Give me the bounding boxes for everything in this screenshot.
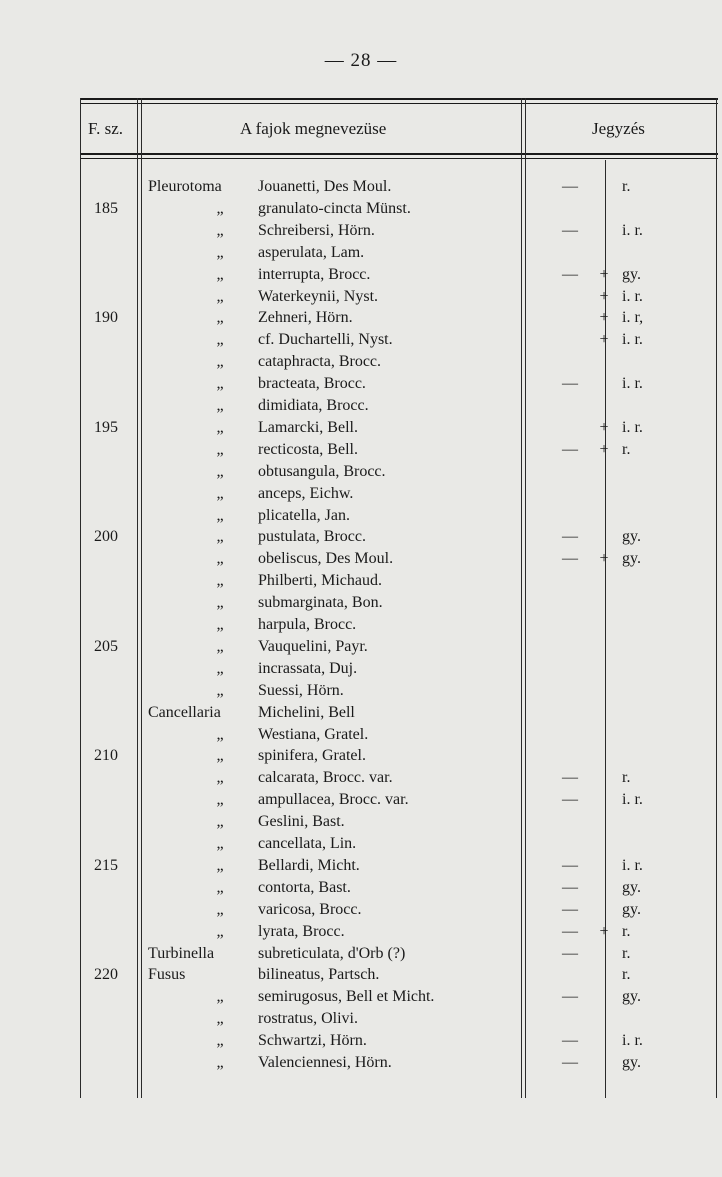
species-name: plicatella, Jan. [258, 507, 350, 524]
row-number: 205 [94, 638, 118, 655]
ditto-mark: „ [216, 419, 224, 436]
ditto-mark: „ [216, 485, 224, 502]
mark-dash: — [562, 222, 578, 239]
mark-dash: — [562, 857, 578, 874]
table-row [0, 811, 722, 832]
mark-dash: — [562, 901, 578, 918]
note-value: r. [622, 441, 631, 458]
header-col-num: F. sz. [88, 119, 124, 138]
species-name: obtusangula, Brocc. [258, 463, 386, 480]
header-col-species: A fajok megnevezüse [240, 119, 387, 138]
note-value: gy. [622, 550, 641, 567]
genus-name: Cancellaria [148, 704, 221, 721]
ditto-mark: „ [216, 791, 224, 808]
table-row [0, 921, 722, 942]
mark-plus: + [599, 441, 609, 458]
species-name: calcarata, Brocc. var. [258, 769, 393, 786]
ditto-mark: „ [216, 353, 224, 370]
species-name: asperulata, Lam. [258, 244, 365, 261]
ditto-mark: „ [216, 769, 224, 786]
mark-plus: + [599, 288, 609, 305]
note-value: i. r. [622, 791, 643, 808]
note-value: gy. [622, 266, 641, 283]
species-name: Waterkeynii, Nyst. [258, 288, 379, 305]
table-row [0, 658, 722, 679]
species-name: Valenciennesi, Hörn. [258, 1054, 392, 1071]
row-number: 220 [94, 966, 118, 983]
ditto-mark: „ [216, 879, 224, 896]
ditto-mark: „ [216, 463, 224, 480]
species-name: varicosa, Brocc. [258, 901, 362, 918]
ditto-mark: „ [216, 660, 224, 677]
note-value: gy. [622, 988, 641, 1005]
ditto-mark: „ [216, 572, 224, 589]
species-name: Schwartzi, Hörn. [258, 1032, 367, 1049]
ditto-mark: „ [216, 309, 224, 326]
mark-dash: — [562, 528, 578, 545]
ditto-mark: „ [216, 835, 224, 852]
mark-plus: + [599, 923, 609, 940]
species-name: Bellardi, Micht. [258, 857, 360, 874]
table-row [0, 286, 722, 307]
species-name: Lamarcki, Bell. [258, 419, 358, 436]
ditto-mark: „ [216, 1054, 224, 1071]
table-row [0, 220, 722, 241]
species-name: Vauquelini, Payr. [258, 638, 368, 655]
note-value: i. r. [622, 419, 643, 436]
note-value: gy. [622, 879, 641, 896]
table-row [0, 614, 722, 635]
note-value: r. [622, 769, 631, 786]
mark-plus: + [599, 550, 609, 567]
ditto-mark: „ [216, 441, 224, 458]
species-name: spinifera, Gratel. [258, 747, 366, 764]
table-row [0, 833, 722, 854]
table-row [0, 1030, 722, 1051]
ditto-mark: „ [216, 813, 224, 830]
ditto-mark: „ [216, 594, 224, 611]
ditto-mark: „ [216, 923, 224, 940]
species-name: harpula, Brocc. [258, 616, 357, 633]
mark-plus: + [599, 419, 609, 436]
note-value: r. [622, 178, 631, 195]
table-row [0, 526, 722, 547]
species-name: Geslini, Bast. [258, 813, 345, 830]
species-name: cancellata, Lin. [258, 835, 357, 852]
table-row [0, 548, 722, 569]
row-number: 215 [94, 857, 118, 874]
ditto-mark: „ [216, 1032, 224, 1049]
species-name: granulato-cincta Münst. [258, 200, 411, 217]
mark-dash: — [562, 1054, 578, 1071]
species-name: recticosta, Bell. [258, 441, 358, 458]
species-name: Zehneri, Hörn. [258, 309, 353, 326]
ditto-mark: „ [216, 244, 224, 261]
ditto-mark: „ [216, 550, 224, 567]
table-row [0, 724, 722, 745]
row-number: 185 [94, 200, 118, 217]
top-rule [80, 98, 718, 100]
table-row [0, 570, 722, 591]
genus-name: Fusus [148, 966, 186, 983]
header-rule-thin [80, 158, 718, 159]
note-value: r. [622, 945, 631, 962]
species-name: anceps, Eichw. [258, 485, 354, 502]
species-name: ampullacea, Brocc. var. [258, 791, 409, 808]
table-row [0, 636, 722, 657]
species-name: interrupta, Brocc. [258, 266, 371, 283]
ditto-mark: „ [216, 857, 224, 874]
top-rule-thin [80, 103, 718, 104]
species-name: incrassata, Duj. [258, 660, 358, 677]
note-value: r. [622, 966, 631, 983]
table-row [0, 417, 722, 438]
ditto-mark: „ [216, 726, 224, 743]
ditto-mark: „ [216, 616, 224, 633]
ditto-mark: „ [216, 682, 224, 699]
ditto-mark: „ [216, 747, 224, 764]
mark-plus: + [599, 266, 609, 283]
table-row [0, 592, 722, 613]
species-name: cataphracta, Brocc. [258, 353, 382, 370]
table-row [0, 505, 722, 526]
species-name: rostratus, Olivi. [258, 1010, 358, 1027]
mark-dash: — [562, 988, 578, 1005]
genus-name: Pleurotoma [148, 178, 222, 195]
table-row [0, 198, 722, 219]
table-row [0, 964, 722, 985]
species-name: Suessi, Hörn. [258, 682, 344, 699]
table-row [0, 943, 722, 964]
ditto-mark: „ [216, 507, 224, 524]
note-value: i. r, [622, 309, 644, 326]
mark-dash: — [562, 550, 578, 567]
species-name: bilineatus, Partsch. [258, 966, 380, 983]
species-name: contorta, Bast. [258, 879, 351, 896]
mark-plus: + [599, 331, 609, 348]
ditto-mark: „ [216, 901, 224, 918]
table-row [0, 767, 722, 788]
species-name: cf. Duchartelli, Nyst. [258, 331, 393, 348]
mark-dash: — [562, 266, 578, 283]
species-name: Jouanetti, Des Moul. [258, 178, 392, 195]
table-row [0, 395, 722, 416]
table-row [0, 745, 722, 766]
mark-dash: — [562, 791, 578, 808]
table-row [0, 483, 722, 504]
note-value: r. [622, 923, 631, 940]
mark-dash: — [562, 441, 578, 458]
table-row [0, 264, 722, 285]
mark-dash: — [562, 923, 578, 940]
row-number: 210 [94, 747, 118, 764]
note-value: i. r. [622, 288, 643, 305]
species-name: bracteata, Brocc. [258, 375, 366, 392]
ditto-mark: „ [216, 397, 224, 414]
row-number: 200 [94, 528, 118, 545]
table-row [0, 351, 722, 372]
table-row [0, 1008, 722, 1029]
species-name: obeliscus, Des Moul. [258, 550, 394, 567]
header-col-notes: Jegyzés [592, 119, 645, 138]
genus-name: Turbinella [148, 945, 215, 962]
species-name: semirugosus, Bell et Micht. [258, 988, 435, 1005]
row-number: 190 [94, 309, 118, 326]
ditto-mark: „ [216, 266, 224, 283]
row-number: 195 [94, 419, 118, 436]
mark-plus: + [599, 309, 609, 326]
ditto-mark: „ [216, 200, 224, 217]
species-name: Westiana, Gratel. [258, 726, 369, 743]
species-name: Michelini, Bell [258, 704, 355, 721]
ditto-mark: „ [216, 222, 224, 239]
mark-dash: — [562, 769, 578, 786]
note-value: i. r. [622, 331, 643, 348]
mark-dash: — [562, 1032, 578, 1049]
species-name: submarginata, Bon. [258, 594, 383, 611]
mark-dash: — [562, 879, 578, 896]
table-row [0, 855, 722, 876]
species-name: lyrata, Brocc. [258, 923, 345, 940]
table-row [0, 242, 722, 263]
note-value: gy. [622, 528, 641, 545]
mark-dash: — [562, 945, 578, 962]
note-value: gy. [622, 901, 641, 918]
ditto-mark: „ [216, 638, 224, 655]
table-row [0, 373, 722, 394]
species-name: subreticulata, d'Orb (?) [258, 945, 406, 962]
table-row [0, 1052, 722, 1073]
species-name: Philberti, Michaud. [258, 572, 382, 589]
species-name: Schreibersi, Hörn. [258, 222, 375, 239]
mark-dash: — [562, 178, 578, 195]
table-row [0, 680, 722, 701]
ditto-mark: „ [216, 375, 224, 392]
species-name: pustulata, Brocc. [258, 528, 366, 545]
ditto-mark: „ [216, 288, 224, 305]
note-value: i. r. [622, 1032, 643, 1049]
header-rule [80, 153, 718, 155]
table-row [0, 789, 722, 810]
table-row [0, 176, 722, 197]
ditto-mark: „ [216, 331, 224, 348]
table-row [0, 329, 722, 350]
ditto-mark: „ [216, 1010, 224, 1027]
species-name: dimidiata, Brocc. [258, 397, 369, 414]
table-row [0, 461, 722, 482]
table-row [0, 877, 722, 898]
note-value: gy. [622, 1054, 641, 1071]
note-value: i. r. [622, 857, 643, 874]
table-row [0, 899, 722, 920]
note-value: i. r. [622, 375, 643, 392]
ditto-mark: „ [216, 988, 224, 1005]
ditto-mark: „ [216, 528, 224, 545]
table-row [0, 986, 722, 1007]
table-row [0, 439, 722, 460]
page-number: — 28 — [324, 50, 398, 71]
note-value: i. r. [622, 222, 643, 239]
table-row [0, 702, 722, 723]
table-row [0, 307, 722, 328]
mark-dash: — [562, 375, 578, 392]
